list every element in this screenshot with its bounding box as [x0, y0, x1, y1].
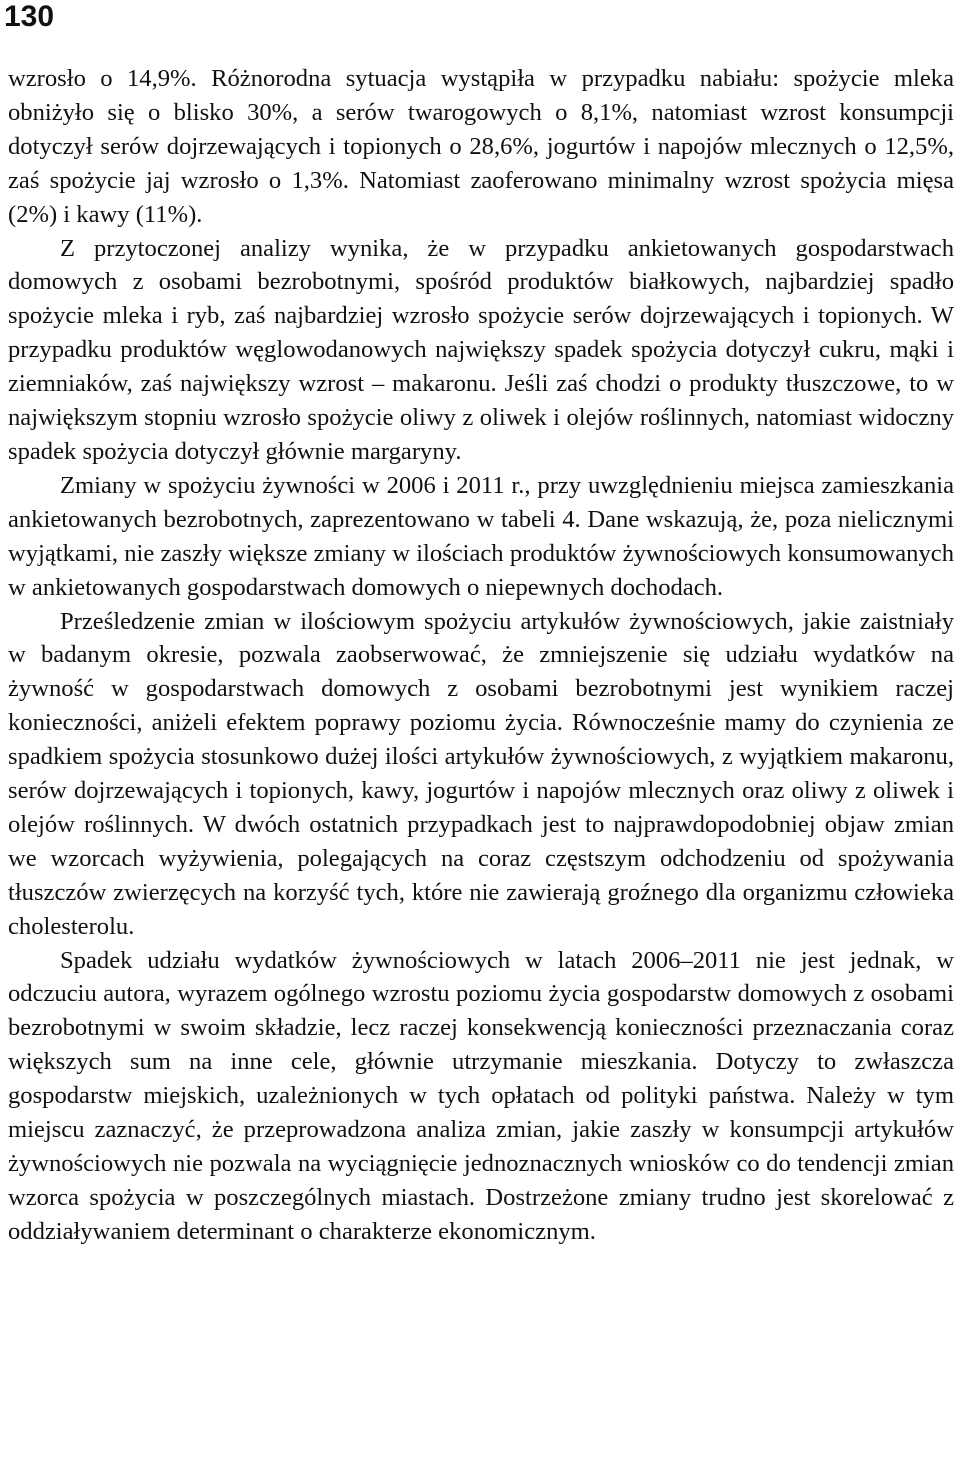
- body-text: [8, 62, 954, 1249]
- page-number: 130: [4, 0, 55, 33]
- paragraph-5: Spadek udziału wydatków żywnościowych w latach 2006–2011 nie jest jednak, w odczuciu autora, wyrazem ogólnego wzrostu poziomu życia gospodarstw domowych z osobami bezrobotnymi w swoim składzie, lecz raczej konsekwencją konieczności przeznaczania coraz większych sum na inne cele, głównie utrzymanie mieszkania. Dotyczy to zwłaszcza gospodarstw miejskich, uzależnionych w tych opłatach od polityki państwa. Należy w tym miejscu zaznaczyć, że przeprowadzona analiza zmian, jakie zaszły w konsumpcji artykułów żywnościowych nie pozwala na wyciągnięcie jednoznacznych wniosków co do tendencji zmian wzorca spożycia w poszczególnych miastach. Dostrzeżone zmiany trudno jest skorelować z oddziaływaniem determinant o charakterze ekonomicznym.: [8, 946, 954, 1245]
- paragraph-3: Zmiany w spożyciu żywności w 2006 i 2011 r., przy uwzględnieniu miejsca zamieszkania ankietowanych bezrobotnych, zaprezentowano w tabeli 4. Dane wskazują, że, poza nielicznymi wyjątkami, nie zaszły większe zmiany w ilościach produktów żywnościowych konsumowanych w ankietowanych gospodarstwach domowych o niepewnych dochodach.: [8, 471, 954, 601]
- paragraph-2: Z przytoczonej analizy wynika, że w przypadku ankietowanych gospodarstwach domowych z osobami bezrobotnymi, spośród produktów białkowych, najbardziej spadło spożycie mleka i ryb, zaś najbardziej wzrosło spożycie serów dojrzewających i topionych. W przypadku produktów węglowodanowych największy spadek spożycia dotyczył cukru, mąki i ziemniaków, zaś największy wzrost – makaronu. Jeśli zaś chodzi o produkty tłuszczowe, to w największym stopniu wzrosło spożycie oliwy z oliwek i olejów roślinnych, natomiast widoczny spadek spożycia dotyczył głównie margaryny.: [8, 234, 954, 465]
- paragraph-4: Prześledzenie zmian w ilościowym spożyciu artykułów żywnościowych, jakie zaistniały w badanym okresie, pozwala zaobserwować, że zmniejszenie się udziału wydatków na żywność w gospodarstwach domowych z osobami bezrobotnymi jest wynikiem raczej konieczności, aniżeli efektem poprawy poziomu życia. Równocześnie mamy do czynienia ze spadkiem spożycia stosunkowo dużej ilości artykułów żywnościowych, z wyjątkiem makaronu, serów dojrzewających i topionych, kawy, jogurtów i napojów mlecznych oraz oliwy z oliwek i olejów roślinnych. W dwóch ostatnich przypadkach jest to najprawdopodobniej objaw zmian we wzorcach wyżywienia, polegających na coraz częstszym odchodzeniu od spożywania tłuszczów zwierzęcych na korzyść tych, które nie zawierają groźnego dla organizmu człowieka cholesterolu.: [8, 607, 954, 940]
- paragraph-1: wzrosło o 14,9%. Różnorodna sytuacja wystąpiła w przypadku nabiału: spożycie mleka obniżyło się o blisko 30%, a serów twarogowych o 8,1%, natomiast wzrost konsumpcji dotyczył serów dojrzewających i topionych o 28,6%, jogurtów i napojów mlecznych o 12,5%, zaś spożycie jaj wzrosło o 1,3%. Natomiast zaoferowano minimalny wzrost spożycia mięsa (2%) i kawy (11%).: [8, 65, 954, 228]
